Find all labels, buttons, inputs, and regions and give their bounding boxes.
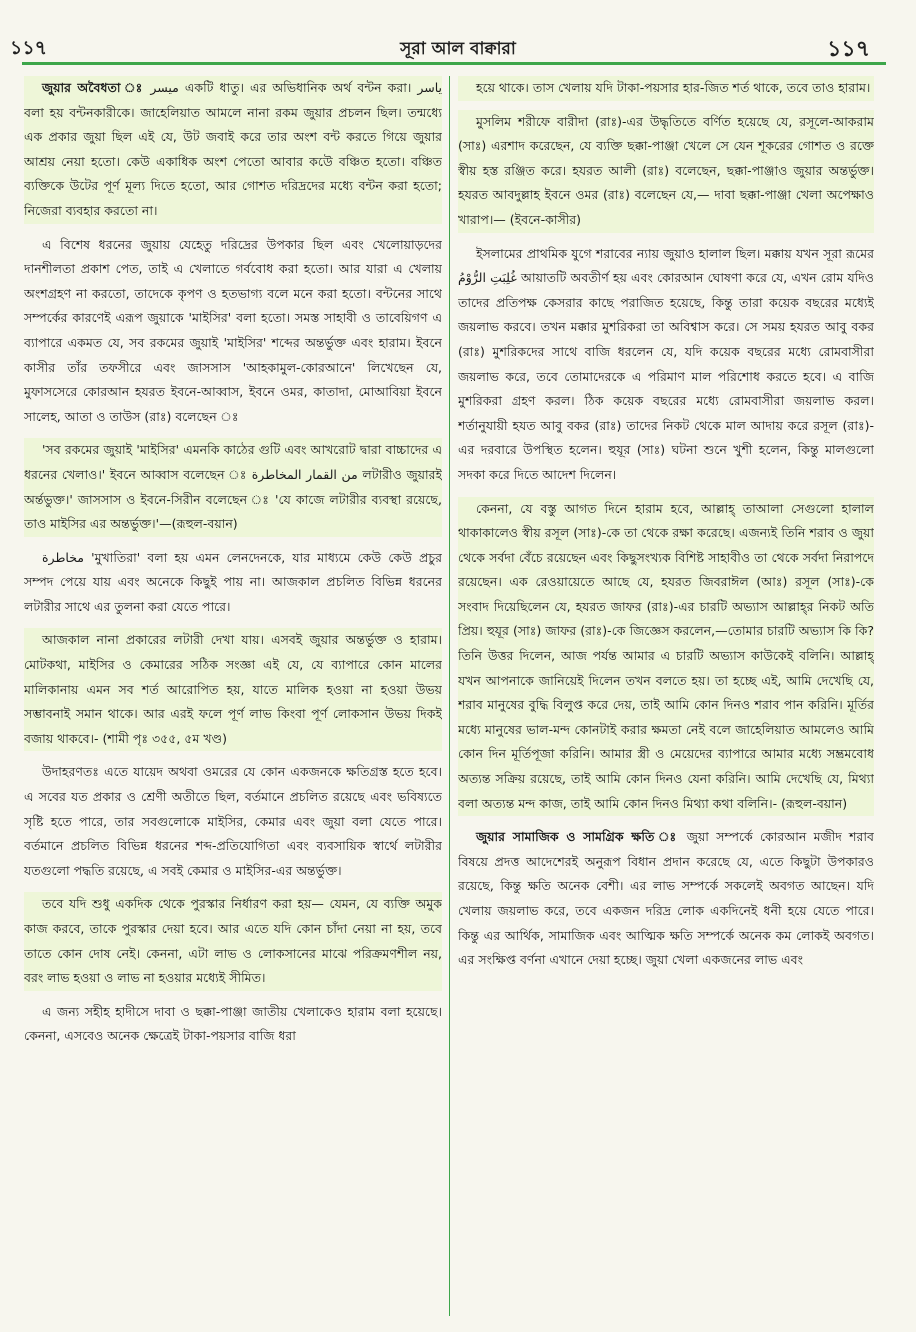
paragraph-text: উদাহরণতঃ এতে যায়েদ অথবা ওমরের যে কোন একজনকে ক্ষতিগ্রস্ত হতে হবে। এ সবের যত প্রকার ও শ্রেণী অতীতে ছিল, বর্তমানে প্রচলিত রয়েছে এবং ভবিষ্যতে সৃষ্টি হতে পারে, তার সবগুলোকে মাইসির, কেমার এবং জুয়া বলা যেতে পারে। বর্তমানে প্রচলিত বিভিন্ন ধরনের শব্দ-প্রতিযোগিতা এবং ব্যবসায়িক স্বার্থে লটারীর যতগুলো পদ্ধতি রয়েছে, এ সবই কেমার ও মাইসির-এর অন্তর্ভুক্ত। bbox=[24, 764, 442, 878]
paragraph-text: হয়ে থাকে। তাস খেলায় যদি টাকা-পয়সার হার-জিত শর্ত থাকে, তবে তাও হারাম। bbox=[476, 80, 871, 95]
paragraph bbox=[458, 76, 874, 101]
paragraph-text: এ বিশেষ ধরনের জুয়ায় যেহেতু দরিদ্রের উপকার ছিল এবং খেলোয়াড়দের দানশীলতা প্রকাশ পেত, তাই এ খেলাতে গর্ববোধ করা হতো। আর যারা এ খেলায় অংশগ্রহণ না করতো, তাদেকে কৃপণ ও হতভাগ্য বলে মনে করা হতো। বন্টনের সাথে সম্পর্কের কারণেই এরূপ জুয়াকে 'মাইসির' বলা হতো। সমস্ত সাহাবী ও তাবেয়িগণ এ ব্যাপারে একমত যে, সব রকমের জুয়াই 'মাইসির' শব্দের অন্তর্ভুক্ত এবং হারাম। ইবনে কাসীর তাঁর তফসীরে এবং জাসসাস 'আহকামুল-কোরআনে' লিখেছেন যে, মুফাসসেরে কোরআন হযরত ইবনে-আব্বাস, ইবনে ওমর, কাতাদা, মোআবিয়া ইবনে সালেহ, আতা ও তাউস (রাঃ) বলেছেন ঃ bbox=[24, 236, 442, 424]
paragraph-text: তবে যদি শুধু একদিক থেকে পুরস্কার নির্ধারণ করা হয়— যেমন, যে ব্যক্তি অমুক কাজ করবে, তাকে পুরস্কার দেয়া হবে। আর এতে যদি কোন চাঁদা নেয়া না হয়, তবে তাতে কোন দোষ নেই। কেননা, এটা লাভ ও লোকসানের মাঝে পরিক্রমণশীল নয়, বরং লাভ হওয়া ও লাভ না হওয়ার মধ্যেই সীমিত। bbox=[24, 896, 442, 986]
running-title: সূরা আল বাক্বারা bbox=[400, 39, 516, 59]
right-column bbox=[458, 76, 874, 1320]
paragraph-text: এ জন্য সহীহ হাদীসে দাবা ও ছক্কা-পাঞ্জা জাতীয় খেলাকেও হারাম বলা হয়েছে। কেননা, এসবেও অনেক ক্ষেত্রেই টাকা-পয়সার বাজি ধরা bbox=[24, 1003, 442, 1044]
paragraph-text: ميسر একটি ধাতু। এর অভিধানিক অর্থ বন্টন করা। ياسر বলা হয় বন্টনকারীকে। জাহেলিয়াত আমলে নানা রকম জুয়ার প্রচলন ছিল। তন্মধ্যে এক প্রকার জুয়া ছিল এই যে, উট জবাই করে তার অংশ বন্ট করতে গিয়ে জুয়ার আশ্রয় নেয়া হতো। কেউ একাধিক অংশ পেতো আবার কউে বঞ্চিত হতো। বঞ্চিত ব্যক্তিকে উটের পূর্ণ মূল্য দিতে হতো, আর গোশত দরিদ্রদের মধ্যে বন্টন করা হতো; নিজেরা ব্যবহার করতো না। bbox=[24, 80, 442, 218]
paragraph bbox=[24, 1000, 442, 1049]
paragraph-text: কেননা, যে বস্তু আগত দিনে হারাম হবে, আল্লাহ্ তাআলা সেগুলো হালাল থাকাকালেও স্বীয় রসূল (সাঃ)-কে তা থেকে রক্ষা করেছে। এজন্যই তিনি শরাব ও জুয়া থেকে সর্বদা বেঁচে রয়েছেন এবং কিছুসংখ্যক বিশিষ্ট সাহাবীও তা থেকে সর্বদা নিরাপদে রয়েছেন। এক রেওয়ায়েতে আছে যে, হযরত জিবরাঈল (আঃ) রসূল (সাঃ)-কে সংবাদ দিয়েছিলেন যে, হযরত জাফর (রাঃ)-এর চারটি অভ্যাস আল্লাহ্‌র নিকট অতি প্রিয়। হুযূর (সাঃ) জাফর (রাঃ)-কে জিজ্ঞেস করলেন,—তোমার চারটি অভ্যাস কি কি? তিনি উত্তর দিলেন, আজ পর্যন্ত আমার এ চারটি অভ্যাস কাউকেই বলিনি। আল্লাহ্ যখন আপনাকে জানিয়েই দিলেন তখন বলতে হয়। তা হচ্ছে এই, আমি দেখেছি যে, শরাব মানুষের বুদ্ধি বিলুপ্ত করে দেয়, তাই আমি কোন দিনও শরাব পান করিনি। মূর্তির মধ্যে মানুষের ভাল-মন্দ কোনটাই করার ক্ষমতা নেই বলে জাহেলিয়াত আমলেও আমি কোন দিন মূর্তিপূজা করিনি। আমার স্ত্রী ও মেয়েদের ব্যাপারে আমার মধ্যে সম্ভ্রমবোধ অত্যন্ত সক্রিয় রয়েছে, তাই আমি কোন দিনও যেনা করিনি। আমি দেখেছি যে, মিথ্যা বলা অত্যন্ত মন্দ কাজ, তাই আমি কোন দিনও মিথ্যা কথা বলিনি।- (রূহুল-বয়ান) bbox=[458, 500, 874, 811]
paragraph-text: জুয়া সম্পর্কে কোরআন মজীদ শরাব বিষয়ে প্রদত্ত আদেশেরই অনুরূপ বিধান প্রদান করেছে যে, এতে কিছুটা উপকারও রয়েছে, কিন্তু ক্ষতি অনেক বেশী। এর লাভ সম্পর্কে সকলেই অবগত আছেন। যদি খেলায় জয়লাভ করে, তবে একজন দরিদ্র লোক একদিনেই ধনী হয়ে যেতে পারে। কিন্তু এর আর্থিক, সামাজিক এবং আত্মিক ক্ষতি সম্পর্কে অনেক কম লোকই অবগত। এর সংক্ষিপ্ত বর্ণনা এখানে দেয়া হচ্ছে। জুয়া খেলা একজনের লাভ এবং bbox=[458, 829, 874, 968]
paragraph bbox=[24, 628, 442, 751]
paragraph bbox=[458, 825, 874, 973]
paragraph bbox=[458, 110, 874, 233]
header-rule bbox=[22, 62, 886, 65]
paragraph-text: مخاطرة 'মুখাতিরা' বলা হয় এমন লেনদেনকে, যার মাধ্যমে কেউ কেউ প্রচুর সম্পদ পেয়ে যায় এবং অনেকে কিছুই পায় না। আজকাল প্রচলিত বিভিন্ন ধরনের লটারীর সাথে এর তুলনা করা যেতে পারে। bbox=[24, 549, 442, 614]
left-column bbox=[24, 76, 442, 1320]
paragraph bbox=[458, 497, 874, 817]
paragraph bbox=[24, 546, 442, 620]
page-number-left: ১১৭ bbox=[10, 37, 48, 59]
column-divider bbox=[449, 76, 450, 1316]
paragraph-text: আজকাল নানা প্রকারের লটারী দেখা যায়। এসবই জুয়ার অন্তর্ভুক্ত ও হারাম। মোটকথা, মাইসির ও কেমারের সঠিক সংজ্ঞা এই যে, যে ব্যাপারে কোন মালের মালিকানায় এমন সব শর্ত আরোপিত হয়, যাতে মালিক হওয়া না হওয়া উভয় সম্ভাবনাই সমান থাকে। আর এরই ফলে পূর্ণ লাভ কিংবা পূর্ণ লোকসান উভয় দিকই বজায় থাকবে।- (শামী পৃঃ ৩৫৫, ৫ম খণ্ড) bbox=[24, 632, 442, 746]
paragraph bbox=[24, 233, 442, 430]
paragraph bbox=[458, 242, 874, 488]
paragraph-text: মুসলিম শরীফে বারীদা (রাঃ)-এর উদ্ধৃতিতে বর্ণিত হয়েছে যে, রসূলে-আকরাম (সাঃ) এরশাদ করেছেন, যে ব্যক্তি ছক্কা-পাঞ্জা খেলে সে যেন শূকরের গোশত ও রক্তে স্বীয় হস্ত রঞ্জিত করে। হযরত আলী (রাঃ) বলেছেন, ছক্কা-পাঞ্জাও জুয়ার অন্তর্ভুক্ত। হযরত আবদুল্লাহ ইবনে ওমর (রাঃ) বলেছেন যে,— দাবা ছক্কা-পাঞ্জা খেলা অপেক্ষাও খারাপ।— (ইবনে-কাসীর) bbox=[458, 113, 874, 227]
paragraph-heading: জুয়ার সামাজিক ও সামগ্রিক ক্ষতি ঃ bbox=[476, 829, 680, 845]
paragraph-text: ইসলামের প্রাথমিক যুগে শরাবের ন্যায় জুয়াও হালাল ছিল। মক্কায় যখন সূরা রূমের غُلِبَتِ الرُّوْمُ আয়াতটি অবতীর্ণ হয় এবং কোরআন ঘোষণা করে যে, এখন রোম যদিও তাদের প্রতিপক্ষ কেসরার কাছে পরাজিত হয়েছে, কিন্তু তারা কয়েক বছরের মধ্যেই জয়লাভ করবে। তখন মক্কার মুশরিকরা তা অবিশ্বাস করে। সে সময় হযরত আবু বকর (রাঃ) মুশরিকদের সাথে বাজি ধরলেন যে, যদি কয়েক বছরের মধ্যে রোমবাসীরা জয়লাভ করে, তবে তোমাদেরকে এ পরিমাণ মাল পরিশোধ করতে হবে। এ বাজি মুশরিকরা গ্রহণ করল। ঠিক কয়েক বছরের মধ্যে রোমবাসীরা জয়লাভ করল। শর্তানুযায়ী হযত আবু বকর (রাঃ) তাদের নিকট থেকে মাল আদায় করে রসূল (রাঃ)-এর দরবারে উপস্থিত হলেন। হুযূর (সাঃ) ঘটনা শুনে খুশী হলেন, কিন্তু মালগুলো সদকা করে দিতে আদেশ দিলেন। bbox=[458, 245, 874, 482]
paragraph bbox=[24, 760, 442, 883]
paragraph bbox=[24, 438, 442, 536]
page-number-right: ১১৭ bbox=[827, 37, 870, 62]
paragraph bbox=[24, 892, 442, 990]
paragraph-text: 'সব রকমের জুয়াই 'মাইসির' এমনকি কাঠের গুটি এবং আখরোট দ্বারা বাচ্চাদের এ ধরনের খেলাও।' ইবনে আব্বাস বলেছেন ঃ من القمار المخاطرة লটারীও জুয়ারই অর্ন্তভুক্ত।' জাসসাস ও ইবনে-সিরীন বলেছেন ঃ 'যে কাজে লটারীর ব্যবস্থা রয়েছে, তাও মাইসির এর অন্তর্ভুক্ত।'—(রূহুল-বয়ান) bbox=[24, 442, 442, 532]
paragraph-heading: জুয়ার অবৈধতা ঃ bbox=[42, 80, 145, 95]
paragraph bbox=[24, 76, 442, 224]
page-header bbox=[0, 0, 916, 72]
